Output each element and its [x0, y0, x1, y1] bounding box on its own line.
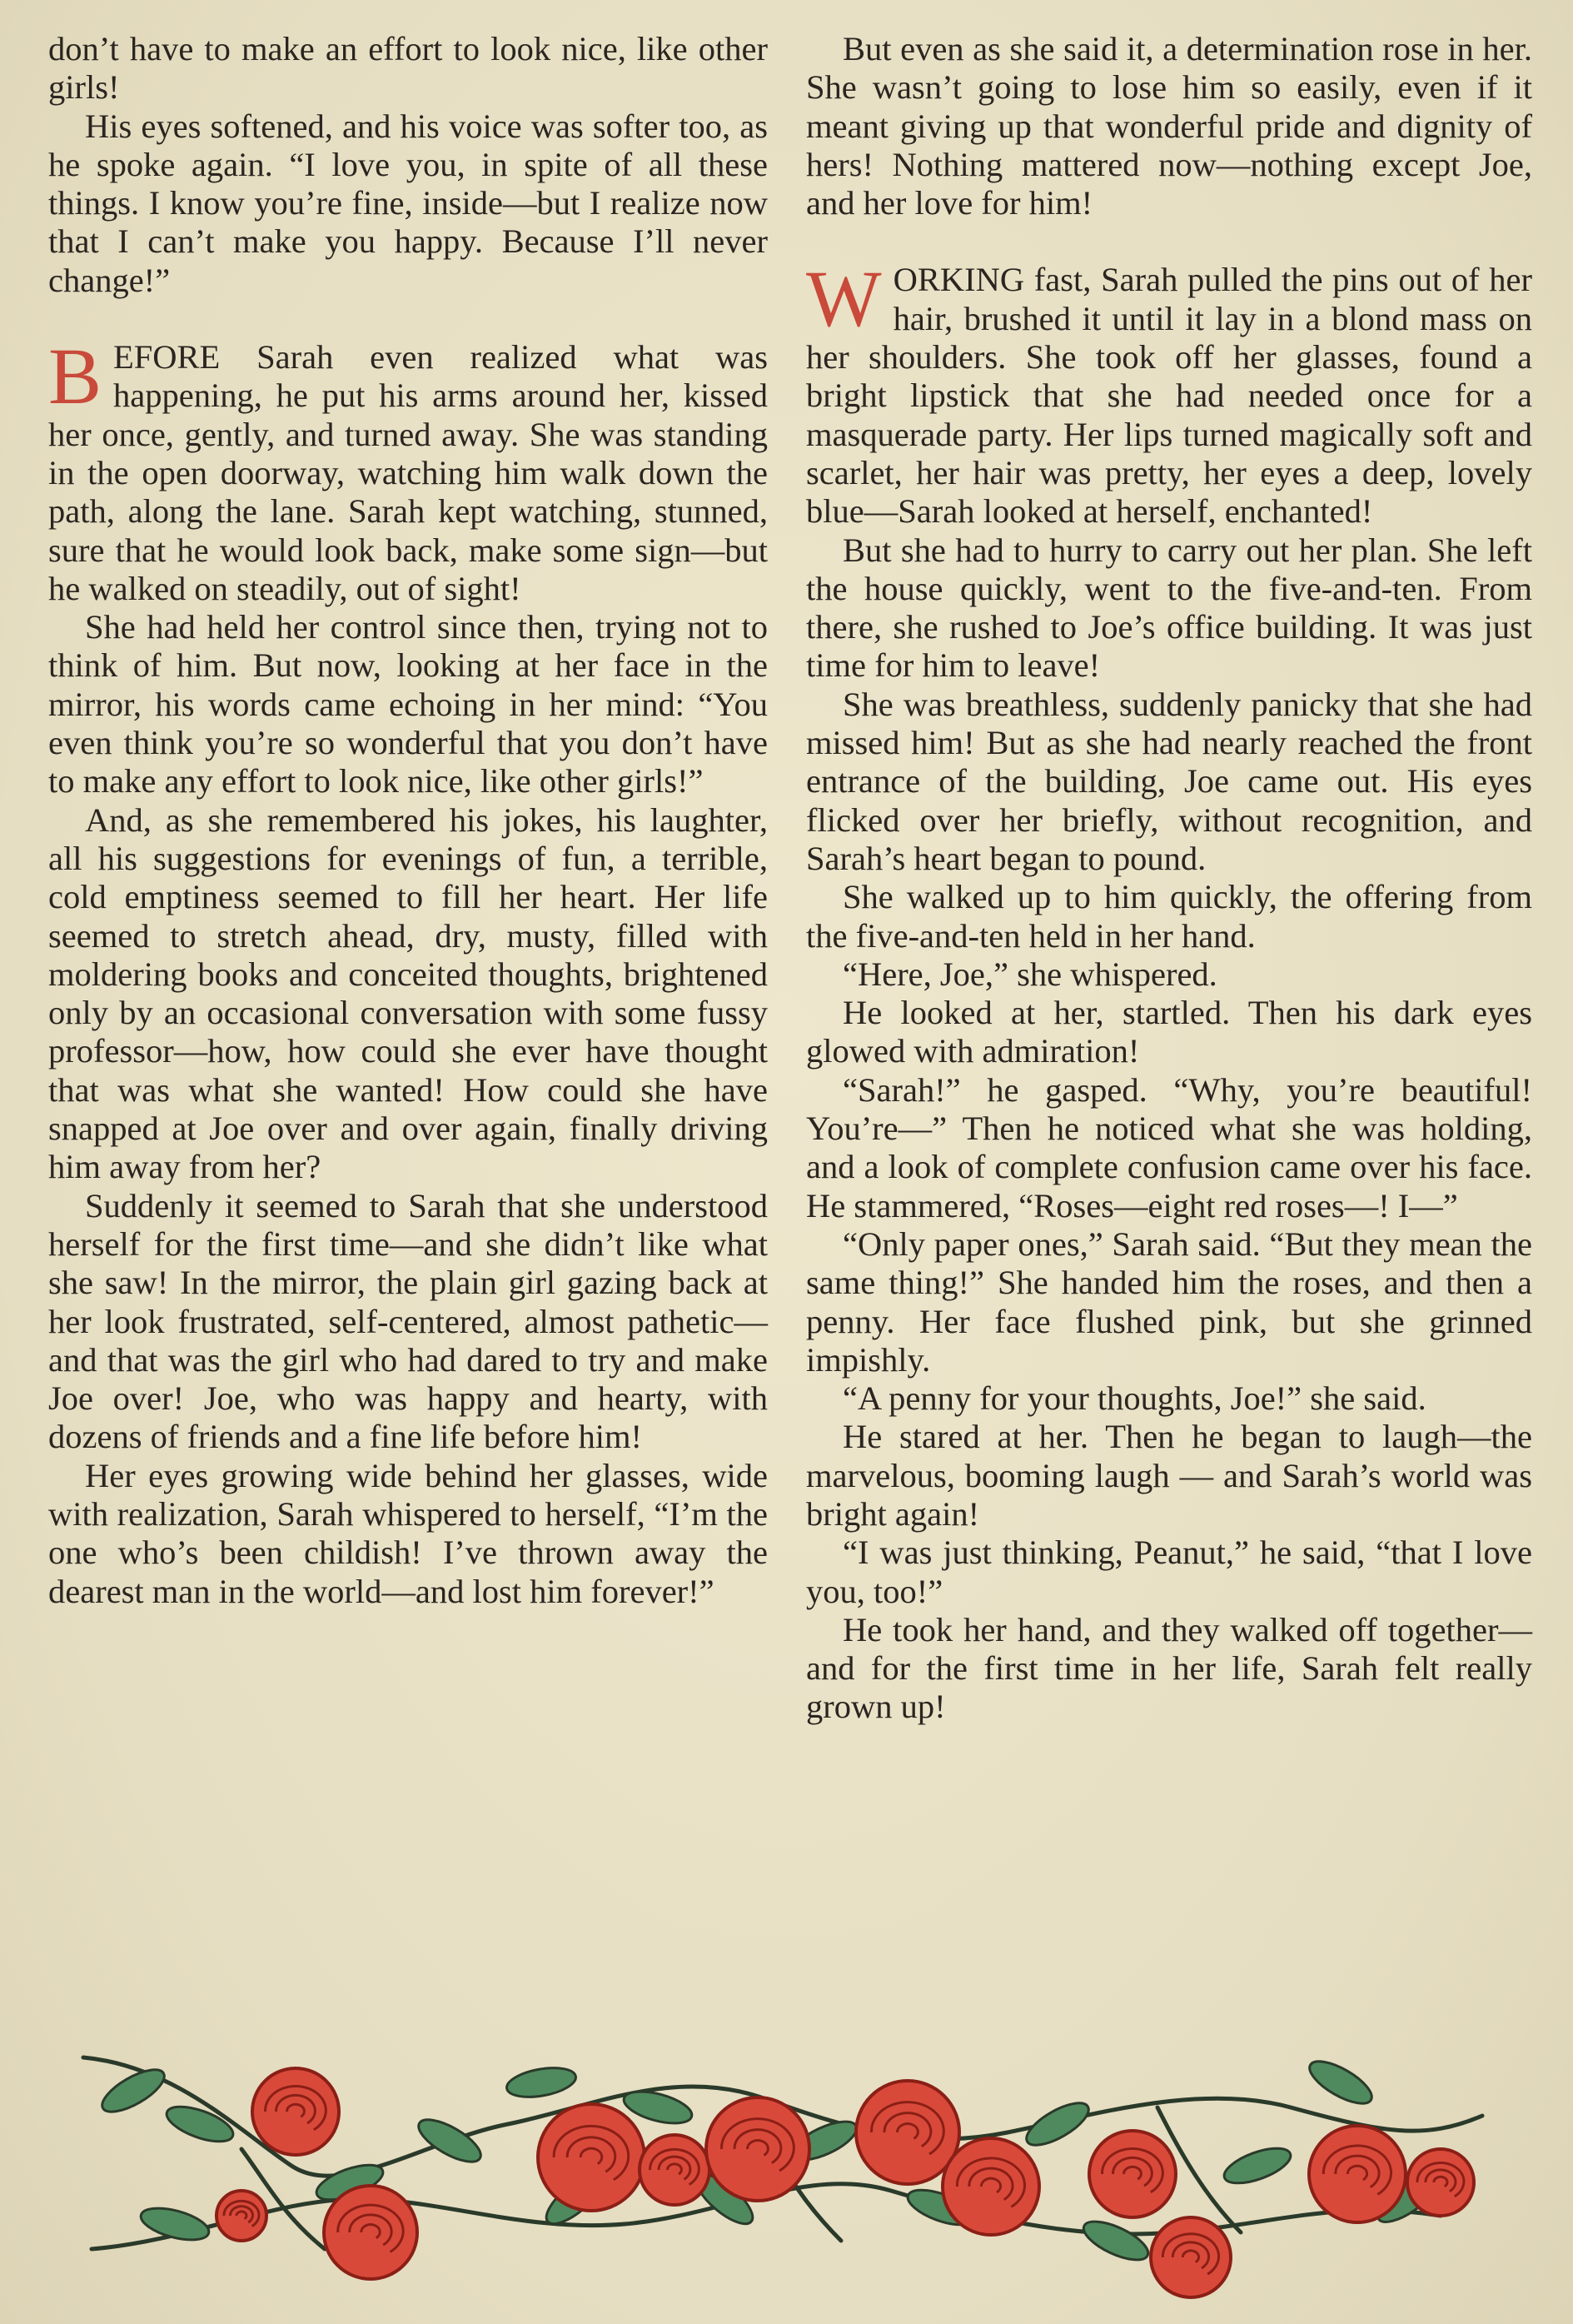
right-column [806, 30, 1532, 1727]
rose-icon [324, 2186, 417, 2279]
rose-icon [538, 2104, 645, 2211]
paragraph: “Here, Joe,” she whispered. [843, 955, 1217, 993]
rose-icon [252, 2068, 339, 2155]
rose-vine-icon [75, 2032, 1491, 2307]
leaf-icon [162, 2100, 237, 2149]
paragraph: But she had to hurry to carry out her plan. She left the house quickly, went to the five-and-ten. From there, she rushed to Joe’s office building. It was just time for him to leave! [806, 531, 1532, 685]
left-column [48, 30, 768, 1611]
leaf-icon [505, 2063, 578, 2102]
paragraph: “Only paper ones,” Sarah said. “But they mean the same thing!” She handed him the roses, and then a penny. Her face flushed pink, but she grinned impishly. [806, 1224, 1532, 1379]
paragraph-with-dropcap [48, 332, 768, 608]
rose-icon [943, 2138, 1039, 2235]
dropcap: B [48, 332, 102, 421]
paragraph: She had held her control since then, trying not to think of him. But now, looking at her face in the mirror, his words came echoing in her mind: “You even think you’re so wonderful that you don’t have to make any effort to look nice, like other girls!” [48, 608, 768, 800]
dropcap: W [806, 254, 882, 344]
paragraph: don’t have to make an effort to look nice, like other girls! [48, 30, 768, 107]
leaf-icon [97, 2062, 171, 2120]
paragraph: And, as she remembered his jokes, his laughter, all his suggestions for evenings of fun, a terrible, cold emptiness seemed to fill her heart. Her life seemed to stretch ahead, dry, musty, filled with moldering books and conceited thoughts, brightened only by an occasional conversation with some fussy professor—how, how could she ever have thought that was what she wanted! How could she have snapped at Joe over and over again, finally driving him away from her? [48, 800, 768, 1186]
paragraph: He stared at her. Then he began to laugh—the marvelous, booming laugh — and Sarah’s world was bright again! [806, 1418, 1532, 1533]
paragraph: She was breathless, suddenly panicky that she had missed him! But as she had nearly reached the front entrance of the building, Joe came out. His eyes flicked over her briefly, without recognition, and Sarah’s heart began to pound. [806, 685, 1532, 877]
paragraph: But even as she said it, a determination rose in her. She wasn’t going to lose him so easily, even if it meant giving up that wonderful pride and dignity of hers! Nothing mattered now—nothing except Joe, and her love for him! [806, 30, 1532, 222]
paragraph: “A penny for your thoughts, Joe!” she said. [843, 1379, 1426, 1418]
rose-icon [217, 2191, 266, 2241]
paragraph-with-dropcap [806, 254, 1532, 531]
rose-icon [640, 2135, 709, 2205]
paragraph: “I was just thinking, Peanut,” he said, “that I love you, too!” [806, 1534, 1532, 1610]
paragraph-text: EFORE Sarah even realized what was happening, he put his arms around her, kissed her once, gently, and turned away. She was standing in the open doorway, watching him walk down the path, along the lane. Sarah kept watching, stunned, sure that he would look back, make some sign—but he walked on steadily, out of sight! [48, 338, 768, 607]
paragraph: Her eyes growing wide behind her glasses, wide with realization, Sarah whispered to herself, “I’m the one who’s been childish! I’ve thrown away the dearest man in the world—and lost him forever!” [48, 1456, 768, 1610]
rose-icon [1407, 2149, 1474, 2216]
rose-icon [856, 2081, 959, 2184]
rose-icon [1151, 2217, 1231, 2297]
leaf-icon [1304, 2053, 1378, 2112]
paragraph: She walked up to him quickly, the offering from the five-and-ten held in her hand. [806, 878, 1532, 955]
rose-icon [1089, 2131, 1176, 2217]
leaf-icon [413, 2112, 487, 2170]
paragraph: Suddenly it seemed to Sarah that she understood herself for the first time—and she didn’t like what she saw! In the mirror, the plain girl gazing back at her look frustrated, self-centered, almost pathetic—and that was the girl who had dared to try and make Joe over! Joe, who was happy and hearty, with dozens of friends and a fine life before him! [48, 1186, 768, 1456]
leaf-icon [1021, 2095, 1095, 2153]
rose-icon [706, 2097, 809, 2201]
leaf-icon [1220, 2142, 1295, 2191]
paragraph: He looked at her, startled. Then his dark eyes glowed with admiration! [806, 994, 1532, 1070]
paragraph: He took her hand, and they walked off together—and for the first time in her life, Sarah felt really grown up! [806, 1610, 1532, 1726]
paragraph-text: ORKING fast, Sarah pulled the pins out of her hair, brushed it until it lay in a blond mass on her shoulders. She took off her glasses, found a bright lipstick that she had needed once for a masquerade party. Her lips turned magically soft and scarlet, her hair was pretty, her eyes a deep, lovely blue—Sarah looked at herself, enchanted! [806, 261, 1532, 531]
rose-icon [1309, 2126, 1406, 2222]
leaf-icon [1078, 2214, 1153, 2268]
paragraph: His eyes softened, and his voice was softer too, as he spoke again. “I love you, in spite of all these things. I know you’re fine, inside—but I realize now that I can’t make you happy. Because I’ll never change!” [48, 107, 768, 299]
paragraph: “Sarah!” he gasped. “Why, you’re beautiful! You’re—” Then he noticed what she was holding, and a look of complete confusion came over his face. He stammered, “Roses—eight red roses—! I—” [806, 1070, 1532, 1224]
